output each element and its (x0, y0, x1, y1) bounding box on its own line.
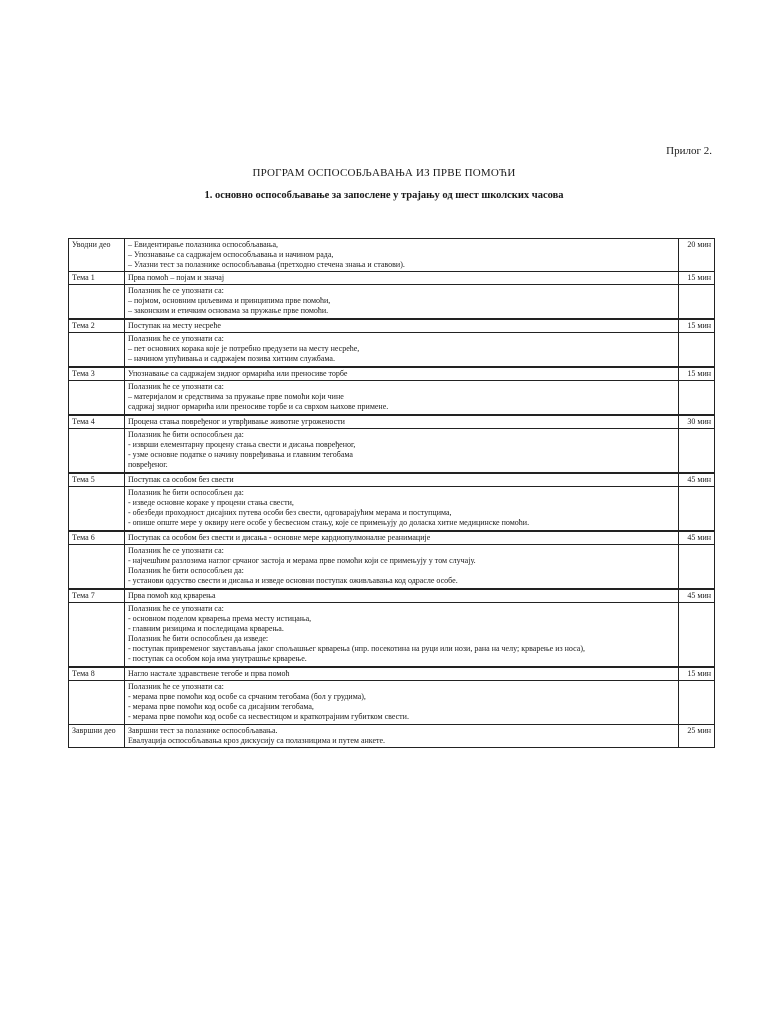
content-line: Полазник ће бити оспособљен да: (128, 488, 244, 497)
content-line: - мерама прве помоћи код особе са несвестицом и краткотрајним губитком свести. (128, 712, 409, 721)
topic-row (69, 319, 715, 333)
duration: 45 мин (679, 531, 715, 545)
section-label (69, 333, 125, 368)
content-line: - узме основне податке о начину повређивања и главним тегобама (128, 450, 353, 459)
section-content (125, 487, 679, 532)
topic-detail-row (69, 487, 715, 532)
topic-detail-row (69, 603, 715, 668)
section-content (125, 285, 679, 320)
duration: 15 мин (679, 319, 715, 333)
final-row (69, 725, 715, 748)
content-line: Полазник ће бити оспособљен да: (128, 566, 244, 575)
content-line: повређеног. (128, 460, 168, 469)
duration: 15 мин (679, 272, 715, 285)
section-label (69, 285, 125, 320)
duration (679, 681, 715, 725)
content-line: Прва помоћ код крварења (128, 591, 216, 600)
topic-row (69, 589, 715, 603)
content-line: - мерама прве помоћи код особе са дисајним тегобама, (128, 702, 314, 711)
topic-row (69, 667, 715, 681)
section-content (125, 319, 679, 333)
content-line: - изврши елементарну процену стања свести и дисања повређеног, (128, 440, 356, 449)
section-content (125, 429, 679, 474)
section-label (69, 381, 125, 416)
document-subtitle: 1. основно оспособљавање за запослене у трајању од шест школских часова (204, 190, 564, 201)
program-table (68, 238, 715, 748)
section-label: Тема 2 (69, 319, 125, 333)
topic-detail-row (69, 429, 715, 474)
section-content (125, 415, 679, 429)
section-label (69, 681, 125, 725)
section-content (125, 589, 679, 603)
section-label: Тема 6 (69, 531, 125, 545)
duration: 15 мин (679, 367, 715, 381)
section-content (125, 381, 679, 416)
content-line: - поступак привременог заустављања јаког спољашњег крварења (нпр. посекотина на руци или нози, рана на челу; крварење из носа), (128, 644, 585, 653)
intro-row (69, 239, 715, 272)
content-line: - изведе основне кораке у процени стања свести, (128, 498, 294, 507)
content-line: – појмом, основним циљевима и принципима прве помоћи, (128, 296, 331, 305)
section-label: Уводни део (69, 239, 125, 272)
section-label: Тема 7 (69, 589, 125, 603)
content-line: Полазник ће се упознати са: (128, 546, 224, 555)
document-title: ПРОГРАМ ОСПОСОБЉАВАЊА ИЗ ПРВЕ ПОМОЋИ (252, 167, 516, 179)
content-line: Завршни тест за полазнике оспособљавања. (128, 726, 278, 735)
duration (679, 381, 715, 416)
content-line: Упознавање са садржајем зидног ормарића или преносиве торбе (128, 369, 348, 378)
section-content (125, 667, 679, 681)
content-line: - најчешћим разлозима наглог срчаног застоја и мерама прве помоћи који се примењују у том случају. (128, 556, 476, 565)
content-line: - мерама прве помоћи код особе са срчаним тегобама (бол у грудима), (128, 692, 366, 701)
content-line: – начином упућивања и садржајем позива хитним службама. (128, 354, 335, 363)
content-line: Поступак са особом без свести (128, 475, 234, 484)
topic-detail-row (69, 545, 715, 590)
topic-detail-row (69, 333, 715, 368)
content-line: Поступак на месту несреће (128, 321, 221, 330)
duration (679, 333, 715, 368)
content-line: - главним ризицима и последицама крварења. (128, 624, 284, 633)
duration: 45 мин (679, 589, 715, 603)
duration (679, 603, 715, 668)
topic-detail-row (69, 681, 715, 725)
duration: 30 мин (679, 415, 715, 429)
content-line: – Улазни тест за полазнике оспособљавања (претходно стечена знања и ставови). (128, 260, 405, 269)
topic-row (69, 415, 715, 429)
content-line: – материјалом и средствима за пружање прве помоћи који чине (128, 392, 344, 401)
duration (679, 429, 715, 474)
program-table-body (69, 239, 715, 748)
content-line: - обезбеди проходност дисајних путева особи без свести, одговарајућим мерама и поступцима, (128, 508, 452, 517)
duration: 45 мин (679, 473, 715, 487)
content-line: Полазник ће бити оспособљен да изведе: (128, 634, 269, 643)
content-line: Поступак са особом без свести и дисања - основне мере кардиопулмоналне реанимације (128, 533, 431, 542)
section-label (69, 603, 125, 668)
content-line: Нагло настале здравствене тегобе и прва помоћ (128, 669, 290, 678)
content-line: - основном поделом крварења према месту истицања, (128, 614, 312, 623)
section-label: Тема 8 (69, 667, 125, 681)
section-content (125, 531, 679, 545)
content-line: Полазник ће се упознати са: (128, 334, 224, 343)
duration: 20 мин (679, 239, 715, 272)
topic-detail-row (69, 381, 715, 416)
section-content (125, 367, 679, 381)
content-line: Полазник ће бити оспособљен да: (128, 430, 244, 439)
section-label (69, 487, 125, 532)
topic-row (69, 531, 715, 545)
content-line: Процена стања повређеног и утврђивање животне угрожености (128, 417, 345, 426)
topic-row (69, 272, 715, 285)
content-line: Прва помоћ – појам и значај (128, 273, 225, 282)
annex-label: Прилог 2. (666, 145, 712, 157)
duration: 25 мин (679, 725, 715, 748)
section-content (125, 473, 679, 487)
section-content (125, 333, 679, 368)
section-label: Тема 3 (69, 367, 125, 381)
content-line: Полазник ће се упознати са: (128, 604, 224, 613)
section-label: Тема 1 (69, 272, 125, 285)
section-label (69, 545, 125, 590)
section-label (69, 429, 125, 474)
content-line: – Евидентирање полазника оспособљавања, (128, 240, 279, 249)
section-content (125, 603, 679, 668)
content-line: - установи одсуство свести и дисања и изведе основни поступак оживљавања код одрасле особе. (128, 576, 458, 585)
content-line: Полазник ће се упознати са: (128, 382, 224, 391)
content-line: - поступак са особом која има унутрашње крварење. (128, 654, 307, 663)
content-line: Полазник ће се упознати са: (128, 286, 224, 295)
duration (679, 545, 715, 590)
topic-detail-row (69, 285, 715, 320)
content-line: – пет основних корака које је потребно предузети на месту несреће, (128, 344, 360, 353)
section-label: Тема 5 (69, 473, 125, 487)
duration: 15 мин (679, 667, 715, 681)
content-line: – Упознавање са садржајем оспособљавања и начином рада, (128, 250, 334, 259)
content-line: Евалуација оспособљавања кроз дискусију са полазницима и путем анкете. (128, 736, 386, 745)
section-label: Завршни део (69, 725, 125, 748)
content-line: Полазник ће се упознати са: (128, 682, 224, 691)
duration (679, 285, 715, 320)
content-line: садржај зидног ормарића или преносиве торбе и са сврхом њихове примене. (128, 402, 389, 411)
section-content (125, 681, 679, 725)
section-content (125, 272, 679, 285)
section-label: Тема 4 (69, 415, 125, 429)
content-line: - опише опште мере у оквиру неге особе у бесвесном стању, које се примењују до доласка хитне медицинске помоћи. (128, 518, 530, 527)
duration (679, 487, 715, 532)
section-content (125, 545, 679, 590)
content-line: – законским и етичким основама за пружање прве помоћи. (128, 306, 329, 315)
topic-row (69, 473, 715, 487)
section-content (125, 239, 679, 272)
section-content (125, 725, 679, 748)
topic-row (69, 367, 715, 381)
